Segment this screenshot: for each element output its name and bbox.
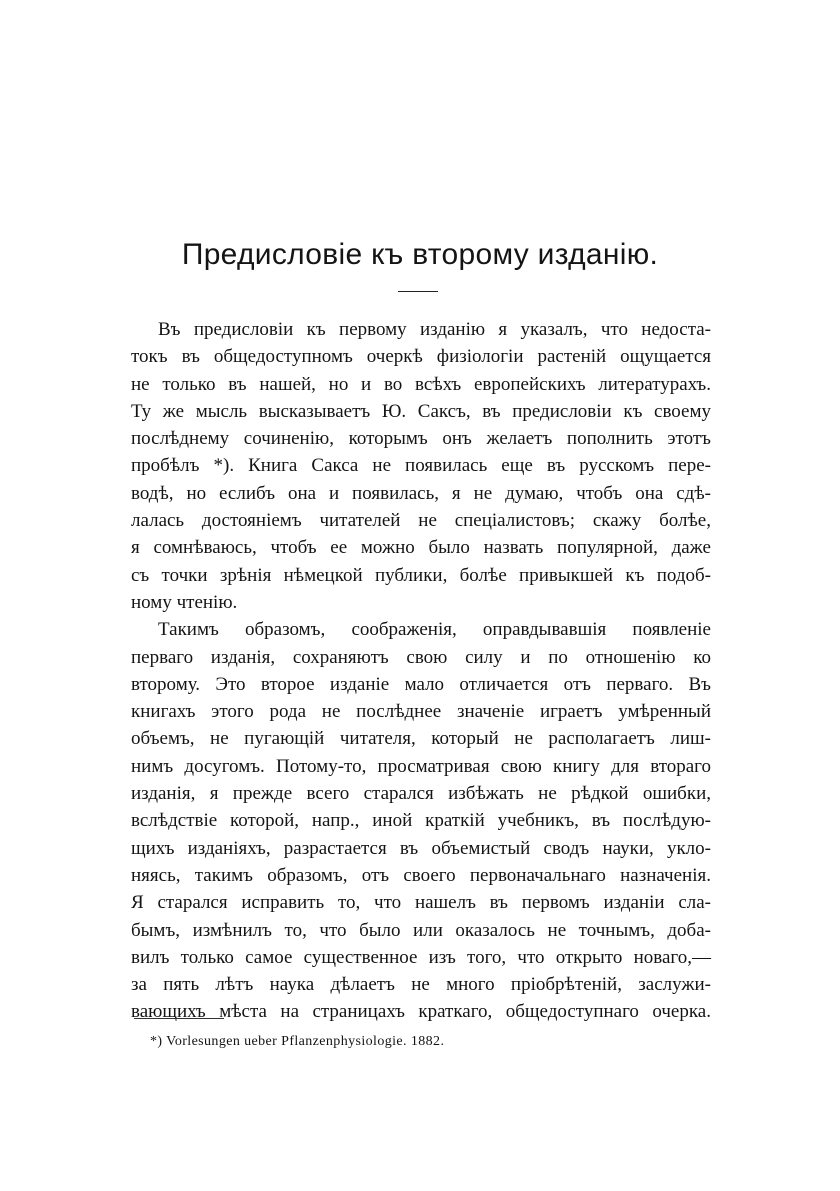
text-line: объемъ, не пугающій читателя, который не располагаетъ лиш-: [131, 728, 711, 750]
paragraph-1: [131, 316, 711, 616]
text-line: вилъ только самое существенное изъ того, что открыто новаго,—: [131, 946, 711, 968]
text-line: токъ въ общедоступномъ очеркѣ физіологіи растеній ощущается: [131, 346, 711, 368]
preface-body: [131, 316, 711, 1026]
text-line: изданія, я прежде всего старался избѣжать не рѣдкой ошибки,: [131, 783, 711, 805]
paragraph-2: [131, 616, 711, 1025]
text-line: Я старался исправить то, что нашелъ въ первомъ изданіи сла-: [131, 892, 711, 914]
text-line: вслѣдствіе которой, напр., иной краткій учебникъ, въ послѣдую-: [131, 810, 711, 832]
footnote: *) Vorlesungen ueber Pflanzenphysiologie. 1882.: [150, 1034, 445, 1049]
text-line: перваго изданія, сохраняютъ свою силу и по отношенію ко: [131, 646, 711, 668]
text-line: Въ предисловіи къ первому изданію я указалъ, что недоста-: [158, 319, 711, 340]
text-line: я сомнѣваюсь, чтобъ ее можно было назвать популярной, даже: [131, 537, 711, 559]
text-line: за пять лѣтъ наука дѣлаетъ не много пріобрѣтеній, заслужи-: [131, 974, 711, 996]
text-line: съ точки зрѣнія нѣмецкой публики, болѣе привыкшей къ подоб-: [131, 564, 711, 586]
text-line: Такимъ образомъ, соображенія, оправдывавшія появленіе: [158, 619, 711, 641]
text-line: книгахъ этого рода не послѣднее значеніе играетъ умѣренный: [131, 701, 711, 723]
text-line: щихъ изданіяхъ, разрастается въ объемистый сводъ науки, укло-: [131, 837, 711, 859]
text-line: не только въ нашей, но и во всѣхъ европейскихъ литературахъ.: [131, 373, 711, 395]
text-line: водѣ, но еслибъ она и появилась, я не думаю, чтобъ она сдѣ-: [131, 482, 711, 504]
text-line: лалась достояніемъ читателей не спеціалистовъ; скажу болѣе,: [131, 510, 711, 532]
text-line: второму. Это второе изданіе мало отличается отъ перваго. Въ: [131, 673, 711, 695]
footnote-divider: [134, 1018, 224, 1019]
page-title: Предисловіе къ второму изданію.: [181, 238, 659, 271]
text-line: ному чтенію.: [131, 591, 238, 613]
text-line: бымъ, измѣнилъ то, что было или оказалось не точнымъ, доба-: [131, 919, 711, 941]
text-line: послѣднему сочиненію, которымъ онъ желаетъ пополнить этотъ: [131, 428, 711, 450]
text-line: нимъ досугомъ. Потому-то, просматривая свою книгу для втораго: [131, 755, 711, 777]
text-line: няясь, такимъ образомъ, отъ своего первоначальнаго назначенія.: [131, 864, 711, 886]
text-line: Ту же мысль высказываетъ Ю. Саксъ, въ предисловіи къ своему: [131, 400, 711, 422]
text-line: вающихъ мѣста на страницахъ краткаго, общедоступнаго очерка.: [131, 1001, 711, 1023]
text-line: пробѣлъ *). Книга Сакса не появилась еще въ русскомъ пере-: [131, 455, 711, 477]
title-divider: [398, 291, 438, 292]
